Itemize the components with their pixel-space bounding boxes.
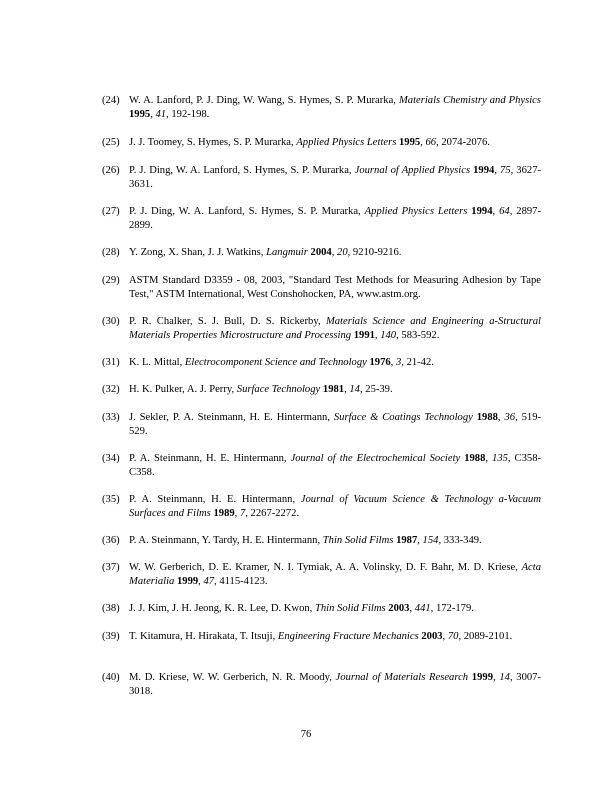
reference-year: 1988 <box>464 453 486 464</box>
reference-pages: , 9210-9216. <box>347 247 402 258</box>
reference-number: (30) <box>102 316 120 327</box>
reference-journal: Applied Physics Letters <box>296 137 397 148</box>
reference-authors: P. A. Steinmann, H. E. Hintermann, <box>129 494 301 505</box>
reference-pages: , 2897-2899. <box>129 206 542 231</box>
reference-volume: 7 <box>239 508 246 519</box>
reference-pages: , 21-42. <box>401 357 434 368</box>
reference-item: (37) W. W. Gerberich, D. E. Kramer, N. I. Tymiak, A. A. Volinsky, D. F. Bahr, M. D. Kriese, Acta Materialia 1999, 47, 4115-4123. <box>102 562 541 587</box>
reference-authors: P. J. Ding, W. A. Lanford, S. Hymes, S. P. Murarka, <box>129 206 365 217</box>
reference-authors: J. Sekler, P. A. Steinmann, H. E. Hintermann, <box>129 412 334 423</box>
reference-journal: Journal of Materials Research <box>335 672 469 683</box>
reference-volume: 36 <box>504 412 516 423</box>
reference-item: (31) K. L. Mittal, Electrocomponent Science and Technology 1976, 3, 21-42. <box>102 357 434 368</box>
reference-authors: J. J. Kim, J. H. Jeong, K. R. Lee, D. Kwon, <box>129 603 315 614</box>
reference-number: (34) <box>102 453 120 464</box>
reference-volume: 70 <box>447 631 459 642</box>
reference-authors: P. J. Ding, W. A. Lanford, S. Hymes, S. P. Murarka, <box>129 165 355 176</box>
reference-authors: P. A. Steinmann, Y. Tardy, H. E. Hintermann, <box>129 535 323 546</box>
page-number: 76 <box>300 729 312 740</box>
reference-volume: 441 <box>414 603 431 614</box>
reference-volume: 3 <box>395 357 402 368</box>
reference-volume: 20 <box>337 247 348 258</box>
reference-authors: H. K. Pulker, A. J. Perry, <box>129 384 237 395</box>
reference-item: (33) J. Sekler, P. A. Steinmann, H. E. Hintermann, Surface & Coatings Technology 1988, 36, 519-529. <box>102 412 542 437</box>
reference-number: (25) <box>102 137 120 148</box>
reference-volume: 14 <box>499 672 510 683</box>
reference-authors: W. A. Lanford, P. J. Ding, W. Wang, S. Hymes, S. P. Murarka, <box>129 95 399 106</box>
reference-number: (35) <box>102 494 120 505</box>
reference-pages: , 25-39. <box>359 384 393 395</box>
reference-journal: Acta Materialia <box>129 562 541 587</box>
reference-year: 1976 <box>369 357 391 368</box>
reference-journal: Applied Physics Letters <box>364 206 468 217</box>
reference-item: (26) P. J. Ding, W. A. Lanford, S. Hymes, S. P. Murarka, Journal of Applied Physics 1994, 75, 3627-3631. <box>102 165 542 190</box>
reference-volume: 135 <box>492 453 508 464</box>
reference-year: 2004 <box>310 247 332 258</box>
reference-volume: 75 <box>500 165 511 176</box>
reference-item: (36) P. A. Steinmann, Y. Tardy, H. E. Hintermann, Thin Solid Films 1987, 154, 333-349. <box>102 535 482 546</box>
reference-item: (40) M. D. Kriese, W. W. Gerberich, N. R. Moody, Journal of Materials Research 1999, 14, 3007-3018. <box>102 672 542 697</box>
reference-pages: , 192-198. <box>166 109 210 120</box>
reference-number: (28) <box>102 247 120 258</box>
reference-year: 1995 <box>129 109 151 120</box>
reference-item: (30) P. R. Chalker, S. J. Bull, D. S. Rickerby, Materials Science and Engineering a-Structural Materials Properties Microstructure and Processing 1991, 140, 583-592. <box>102 316 541 341</box>
reference-year: 1999 <box>176 576 199 587</box>
reference-year: 1987 <box>396 535 418 546</box>
reference-number: (33) <box>102 412 120 423</box>
reference-authors: P. A. Steinmann, H. E. Hintermann, <box>129 453 291 464</box>
reference-item: (35) P. A. Steinmann, H. E. Hintermann, Journal of Vacuum Science & Technology a-Vacuum Surfaces and Films 1989, 7, 2267-2272. <box>102 494 541 519</box>
reference-year: 1994 <box>473 165 495 176</box>
reference-number: (29) <box>102 275 120 286</box>
reference-authors: P. R. Chalker, S. J. Bull, D. S. Rickerby, <box>129 316 326 327</box>
reference-pages: , 3627-3631. <box>129 165 542 190</box>
reference-journal: Engineering Fracture Mechanics <box>277 631 419 642</box>
reference-item: (39) T. Kitamura, H. Hirakata, T. Itsuji, Engineering Fracture Mechanics 2003, 70, 2089-2101. <box>102 631 513 642</box>
reference-journal: Thin Solid Films <box>322 535 394 546</box>
reference-journal: Materials Chemistry and Physics <box>398 95 541 106</box>
reference-year: 1994 <box>471 206 493 217</box>
reference-journal: Surface Technology <box>236 384 321 395</box>
reference-pages: , 583-592. <box>396 330 440 341</box>
reference-year: 1991 <box>353 330 375 341</box>
reference-number: (27) <box>102 206 120 217</box>
reference-year: 2003 <box>421 631 443 642</box>
reference-volume: 14 <box>349 384 360 395</box>
reference-pages: , 519-529. <box>129 412 542 437</box>
reference-item: (25) J. J. Toomey, S. Hymes, S. P. Murarka, Applied Physics Letters 1995, 66, 2074-2076. <box>102 137 490 148</box>
reference-authors: K. L. Mittal, <box>129 357 185 368</box>
reference-pages: , 2267-2272. <box>245 508 300 519</box>
reference-authors: J. J. Toomey, S. Hymes, S. P. Murarka, <box>129 137 297 148</box>
reference-pages: , 172-179. <box>430 603 474 614</box>
reference-journal: Materials Science and Engineering a-Structural Materials Properties Microstructure and Processing <box>129 316 541 341</box>
reference-pages: , 2074-2076. <box>436 137 490 148</box>
reference-item <box>102 274 541 302</box>
reference-item: (24) W. A. Lanford, P. J. Ding, W. Wang, S. Hymes, S. P. Murarka, Materials Chemistry and Physics 1995, 41, 192-198. <box>102 95 541 120</box>
reference-volume: 47 <box>203 576 215 587</box>
reference-item: (28) Y. Zong, X. Shan, J. J. Watkins, Langmuir 2004, 20, 9210-9216. <box>102 247 402 258</box>
reference-item: (38) J. J. Kim, J. H. Jeong, K. R. Lee, D. Kwon, Thin Solid Films 2003, 441, 172-179. <box>102 603 474 614</box>
reference-authors: W. W. Gerberich, D. E. Kramer, N. I. Tymiak, A. A. Volinsky, D. F. Bahr, M. D. Kriese, <box>129 562 522 573</box>
reference-year: 1995 <box>399 137 421 148</box>
reference-volume: 154 <box>422 535 439 546</box>
reference-number: (24) <box>102 95 120 106</box>
reference-journal: Journal of Applied Physics <box>354 165 471 176</box>
reference-volume: 66 <box>425 137 437 148</box>
reference-number: (40) <box>102 672 120 683</box>
reference-number: (37) <box>102 562 120 573</box>
reference-volume: 41 <box>155 109 167 120</box>
reference-volume: 64 <box>499 206 510 217</box>
reference-authors: T. Kitamura, H. Hirakata, T. Itsuji, <box>129 631 278 642</box>
reference-journal: Langmuir <box>266 247 308 258</box>
reference-year: 2003 <box>388 603 410 614</box>
reference-journal: Journal of the Electrochemical Society <box>290 453 461 464</box>
reference-volume: 140 <box>380 330 397 341</box>
reference-pages: , C358-C358. <box>129 453 542 478</box>
reference-number: (26) <box>102 165 120 176</box>
reference-year: 1988 <box>476 412 498 423</box>
reference-item: (27) P. J. Ding, W. A. Lanford, S. Hymes, S. P. Murarka, Applied Physics Letters 1994, 64, 2897-2899. <box>102 206 542 231</box>
reference-pages: , 2089-2101. <box>458 631 513 642</box>
reference-item: (34) P. A. Steinmann, H. E. Hintermann, Journal of the Electrochemical Society 1988, 135, C358-C358. <box>102 453 542 478</box>
reference-journal: Electrocomponent Science and Technology <box>184 357 367 368</box>
reference-number: (39) <box>102 631 120 642</box>
reference-year: 1981 <box>322 384 345 395</box>
reference-number: (32) <box>102 384 120 395</box>
reference-pages: , 4115-4123. <box>214 576 268 587</box>
reference-number: (36) <box>102 535 120 546</box>
reference-year: 1999 <box>471 672 493 683</box>
reference-year: 1989 <box>213 508 235 519</box>
reference-pages: , 333-349. <box>438 535 482 546</box>
reference-journal: Thin Solid Films <box>314 603 386 614</box>
reference-text: ASTM Standard D3359 - 08, 2003, "Standard Test Methods for Measuring Adhesion by Tape Test," ASTM International, West Conshohocken, PA, www.astm.org. <box>129 275 541 300</box>
reference-number: (31) <box>102 357 120 368</box>
reference-number: (38) <box>102 603 120 614</box>
reference-authors: Y. Zong, X. Shan, J. J. Watkins, <box>129 247 267 258</box>
reference-authors: M. D. Kriese, W. W. Gerberich, N. R. Moody, <box>129 672 336 683</box>
reference-item: (32) H. K. Pulker, A. J. Perry, Surface Technology 1981, 14, 25-39. <box>102 384 393 395</box>
reference-journal: Surface & Coatings Technology <box>333 412 473 423</box>
reference-pages: , 3007-3018. <box>129 672 542 697</box>
reference-journal: Journal of Vacuum Science & Technology a-Vacuum Surfaces and Films <box>129 494 541 519</box>
